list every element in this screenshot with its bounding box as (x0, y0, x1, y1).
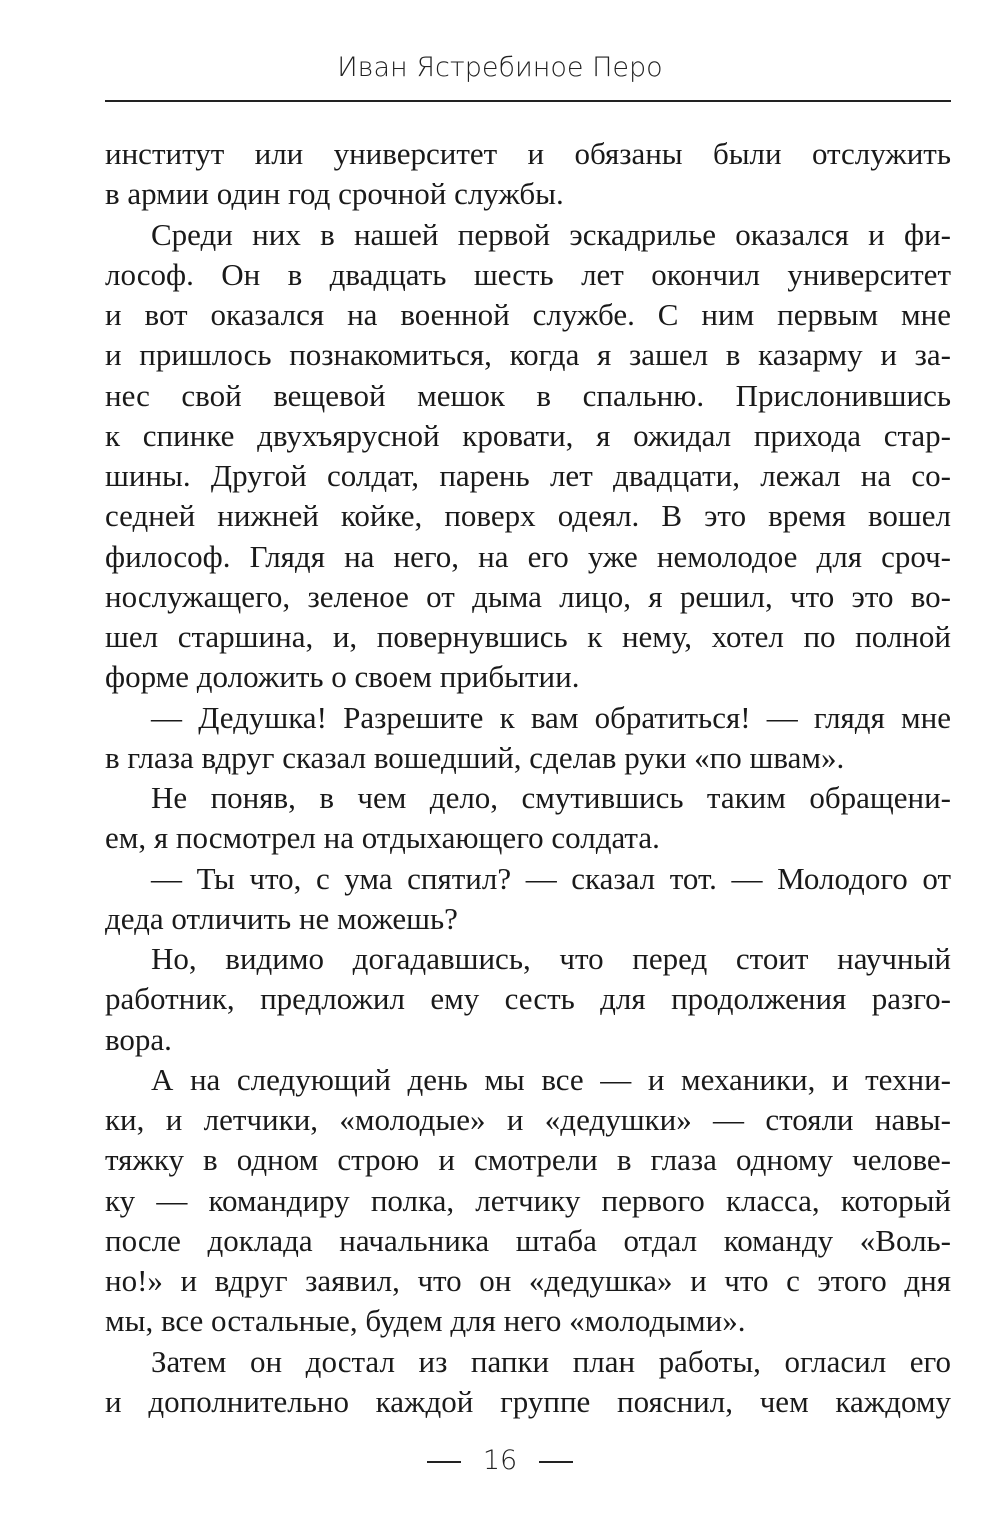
text-line: Затем он достал из папки план работы, огласил его (151, 1343, 951, 1379)
text-line: нес свой вещевой мешок в спальню. Прислонившись (105, 377, 951, 413)
text-line: ки, и летчики, «молодые» и «дедушки» — стояли навы- (105, 1102, 951, 1137)
text-line: в глаза вдруг сказал вошедший, сделав руки «по швам». (105, 739, 845, 775)
text-line: тяжку в одном строю и смотрели в глаза одному челове- (105, 1142, 951, 1178)
text-line: шел старшина, и, повернувшись к нему, хотел по полной (105, 619, 951, 654)
running-header: Иван Ястребиное Перо (337, 52, 663, 83)
text-line: Но, видимо догадавшись, что перед стоит научный (151, 941, 951, 976)
text-line: А на следующий день мы все — и механики, и техни- (151, 1061, 951, 1097)
footer-dash-right (539, 1461, 573, 1463)
text-line: но!» и вдруг заявил, что он «дедушка» и что с этого дня (105, 1263, 951, 1298)
header-rule (105, 100, 951, 102)
text-line: — Дедушка! Разрешите к вам обратиться! — глядя мне (151, 699, 951, 735)
text-line: и пришлось познакомиться, когда я зашел в казарму и за- (105, 337, 951, 373)
text-line: шины. Другой солдат, парень лет двадцати, лежал на со- (105, 458, 951, 493)
footer-dash-left (427, 1461, 461, 1463)
text-line: после доклада начальника штаба отдал команду «Воль- (105, 1222, 951, 1258)
text-line: — Ты что, с ума спятил? — сказал тот. — Молодого от (151, 860, 951, 896)
text-line: мы, все остальные, будем для него «молодыми». (105, 1303, 746, 1339)
text-line: лософ. Он в двадцать шесть лет окончил университет (105, 256, 951, 292)
text-line: ем, я посмотрел на отдыхающего солдата. (105, 820, 660, 856)
text-line: Среди них в нашей первой эскадрилье оказался и фи- (151, 216, 951, 252)
text-line: деда отличить не можешь? (105, 900, 458, 936)
text-line: вора. (105, 1021, 172, 1057)
page-body-text (105, 134, 951, 1422)
text-line: седней нижней койке, поверх одеял. В это время вошел (105, 498, 951, 534)
text-line: работник, предложил ему сесть для продолжения разго- (105, 981, 951, 1017)
text-line: и вот оказался на военной службе. С ним первым мне (105, 297, 951, 332)
text-line: и дополнительно каждой группе пояснил, чем каждому (105, 1383, 951, 1419)
text-line: ку — командиру полка, летчику первого класса, который (105, 1182, 951, 1218)
text-line: нослужащего, зеленое от дыма лицо, я решил, что это во- (105, 578, 951, 614)
text-line: форме доложить о своем прибытии. (105, 659, 580, 695)
text-line: к спинке двухъярусной кровати, я ожидал прихода стар- (105, 417, 951, 453)
text-line: Не поняв, в чем дело, смутившись таким обращени- (151, 780, 951, 815)
text-line: в армии один год срочной службы. (105, 176, 564, 212)
page-number: 16 (482, 1445, 518, 1476)
page-footer (0, 1445, 1000, 1476)
text-line: институт или университет и обязаны были отслужить (105, 136, 951, 171)
text-line: философ. Глядя на него, на его уже немолодое для сроч- (105, 538, 951, 574)
